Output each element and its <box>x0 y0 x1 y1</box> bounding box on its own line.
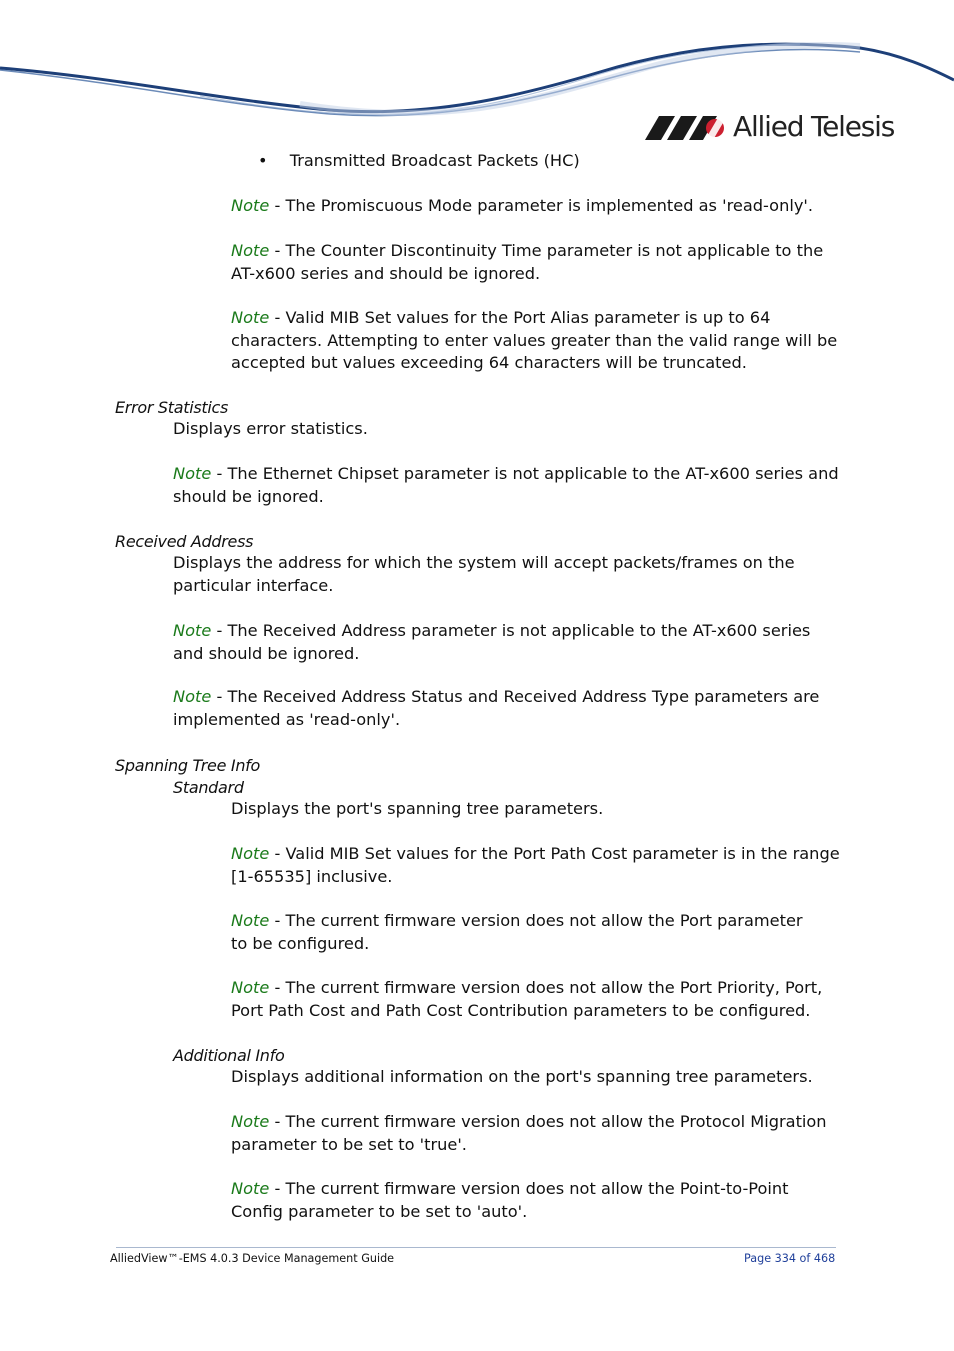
note-text: - The Received Address Status and Received Address Type parameters are <box>211 687 820 706</box>
note-text: - The Ethernet Chipset parameter is not applicable to the AT-x600 series and <box>211 464 839 483</box>
note-text: - The current firmware version does not allow the Point-to-Point <box>269 1179 789 1198</box>
footer-divider <box>116 1247 836 1248</box>
note-text: - Valid MIB Set values for the Port Alias parameter is up to 64 <box>269 308 771 327</box>
note-label: Note <box>231 241 270 260</box>
note-paragraph <box>231 1178 789 1223</box>
note-text: accepted but values exceeding 64 characters will be truncated. <box>231 353 747 372</box>
subsection-heading: Standard <box>173 778 244 797</box>
note-label: Note <box>231 911 270 930</box>
note-text: Port Path Cost and Path Cost Contribution parameters to be configured. <box>231 1000 811 1020</box>
section-heading: Error Statistics <box>115 398 229 417</box>
note-paragraph <box>231 307 837 375</box>
footer-page-number: Page 334 of 468 <box>744 1252 836 1265</box>
note-text: - The Received Address parameter is not applicable to the AT-x600 series <box>211 621 811 640</box>
note-paragraph <box>231 1111 827 1156</box>
note-text: to be configured. <box>231 933 370 953</box>
note-label: Note <box>173 621 212 640</box>
footer-document-title: AlliedView™-EMS 4.0.3 Device Management Guide <box>110 1252 395 1265</box>
description-line: particular interface. <box>173 575 334 595</box>
note-text: - The Counter Discontinuity Time parameter is not applicable to the <box>269 241 824 260</box>
note-text: AT-x600 series and should be ignored. <box>231 263 541 283</box>
note-label: Note <box>173 464 212 483</box>
note-paragraph <box>231 195 813 218</box>
note-paragraph <box>231 977 822 1022</box>
description-line: Displays the address for which the system will accept packets/frames on the <box>173 553 795 572</box>
logo-mark-icon <box>645 114 729 144</box>
note-text: implemented as 'read-only'. <box>173 709 401 729</box>
note-paragraph <box>173 620 810 665</box>
allied-telesis-logo <box>645 108 905 148</box>
bullet-text: Transmitted Broadcast Packets (HC) <box>289 151 580 170</box>
note-label: Note <box>173 687 212 706</box>
section-description <box>173 552 795 597</box>
note-text: and should be ignored. <box>173 643 360 663</box>
note-label: Note <box>231 308 270 327</box>
note-paragraph <box>231 910 803 955</box>
note-text: characters. Attempting to enter values greater than the valid range will be <box>231 330 838 350</box>
note-text: - The current firmware version does not allow the Port Priority, Port, <box>269 978 823 997</box>
note-text: - The current firmware version does not allow the Protocol Migration <box>269 1112 827 1131</box>
subsection-heading: Additional Info <box>173 1046 285 1065</box>
bullet-item <box>258 150 580 172</box>
section-heading: Received Address <box>115 532 254 551</box>
note-paragraph <box>231 843 840 888</box>
bullet-dot: • <box>258 151 268 170</box>
note-text: - Valid MIB Set values for the Port Path Cost parameter is in the range <box>269 844 840 863</box>
section-description: Displays additional information on the port's spanning tree parameters. <box>231 1067 813 1086</box>
logo-text: Allied Telesis <box>733 110 895 143</box>
note-text: [1-65535] inclusive. <box>231 866 393 886</box>
note-text: parameter to be set to 'true'. <box>231 1134 467 1154</box>
section-heading: Spanning Tree Info <box>115 756 260 775</box>
note-label: Note <box>231 1179 270 1198</box>
note-paragraph <box>173 463 839 508</box>
section-description: Displays error statistics. <box>173 419 368 438</box>
note-label: Note <box>231 196 270 215</box>
note-text: should be ignored. <box>173 486 324 506</box>
note-label: Note <box>231 844 270 863</box>
section-description: Displays the port's spanning tree parameters. <box>231 799 604 818</box>
note-paragraph <box>173 686 819 731</box>
note-label: Note <box>231 1112 270 1131</box>
note-label: Note <box>231 978 270 997</box>
note-text: - The current firmware version does not allow the Port parameter <box>269 911 803 930</box>
note-text: - The Promiscuous Mode parameter is implemented as 'read-only'. <box>269 196 814 215</box>
note-text: Config parameter to be set to 'auto'. <box>231 1201 528 1221</box>
note-paragraph <box>231 240 823 285</box>
